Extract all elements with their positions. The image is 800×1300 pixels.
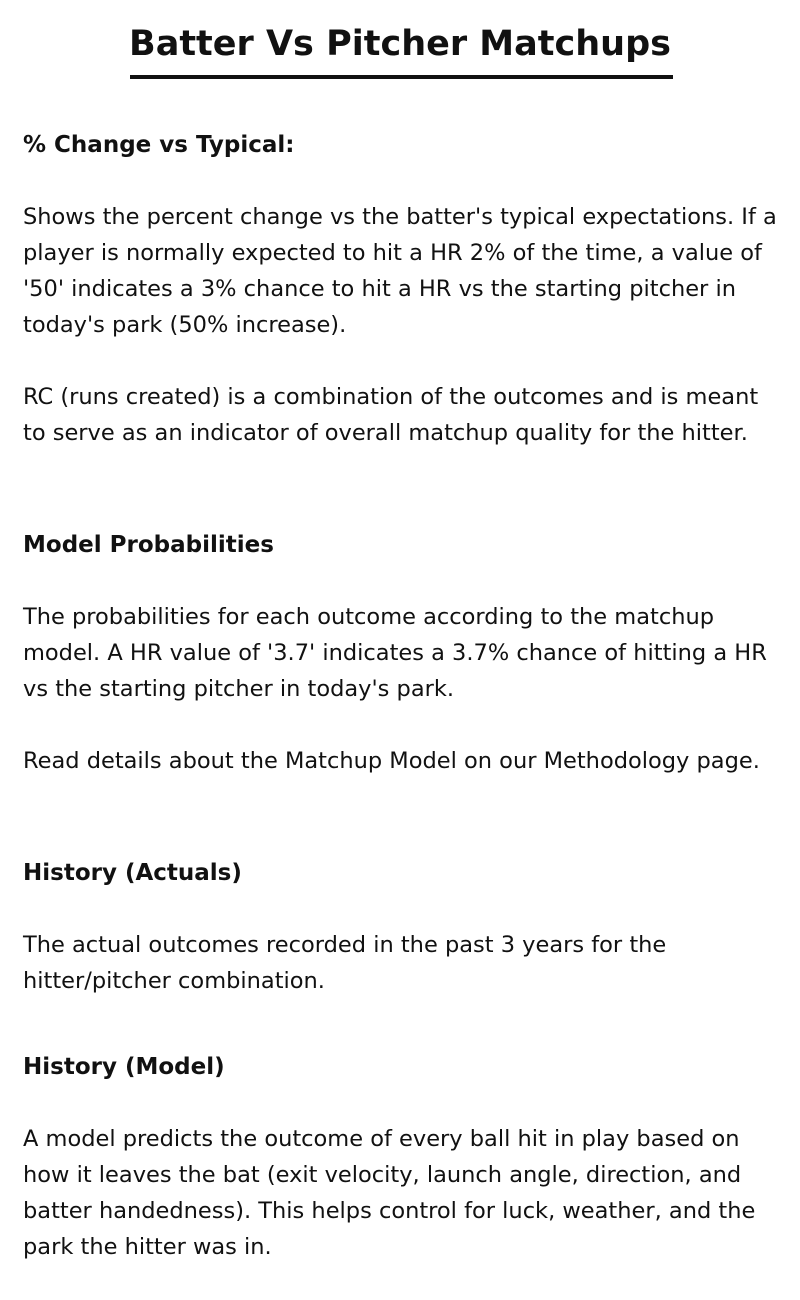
section-heading-change-vs-typical: % Change vs Typical: <box>23 132 295 158</box>
paragraph-model-probabilities-description: The probabilities for each outcome according to the matchup model. A HR value of '3.7' indicates a 3.7% chance of hitting a HR vs the starting pitcher in today's park. <box>23 604 767 702</box>
paragraph-methodology-note: Read details about the Matchup Model on our Methodology page. <box>23 748 760 774</box>
paragraph-history-model-description: A model predicts the outcome of every ball hit in play based on how it leaves the bat (exit velocity, launch angle, direction, and batter handedness). This helps control for luck, weather, and the park the hitter was in. <box>23 1126 756 1260</box>
paragraph-runs-created-description: RC (runs created) is a combination of the outcomes and is meant to serve as an indicator of overall matchup quality for the hitter. <box>23 384 759 446</box>
section-heading-model-probabilities: Model Probabilities <box>23 532 274 558</box>
section-heading-history-actuals: History (Actuals) <box>23 860 242 886</box>
page-title: Batter Vs Pitcher Matchups <box>129 24 671 64</box>
paragraph-history-actuals-description: The actual outcomes recorded in the past 3 years for the hitter/pitcher combination. <box>23 932 667 994</box>
paragraph-change-vs-typical-description: Shows the percent change vs the batter's typical expectations. If a player is normally expected to hit a HR 2% of the time, a value of '50' indicates a 3% chance to hit a HR vs the starting pitcher in today's park (50% increase). <box>23 204 777 338</box>
section-heading-history-model: History (Model) <box>23 1054 225 1080</box>
title-underline <box>130 75 673 79</box>
